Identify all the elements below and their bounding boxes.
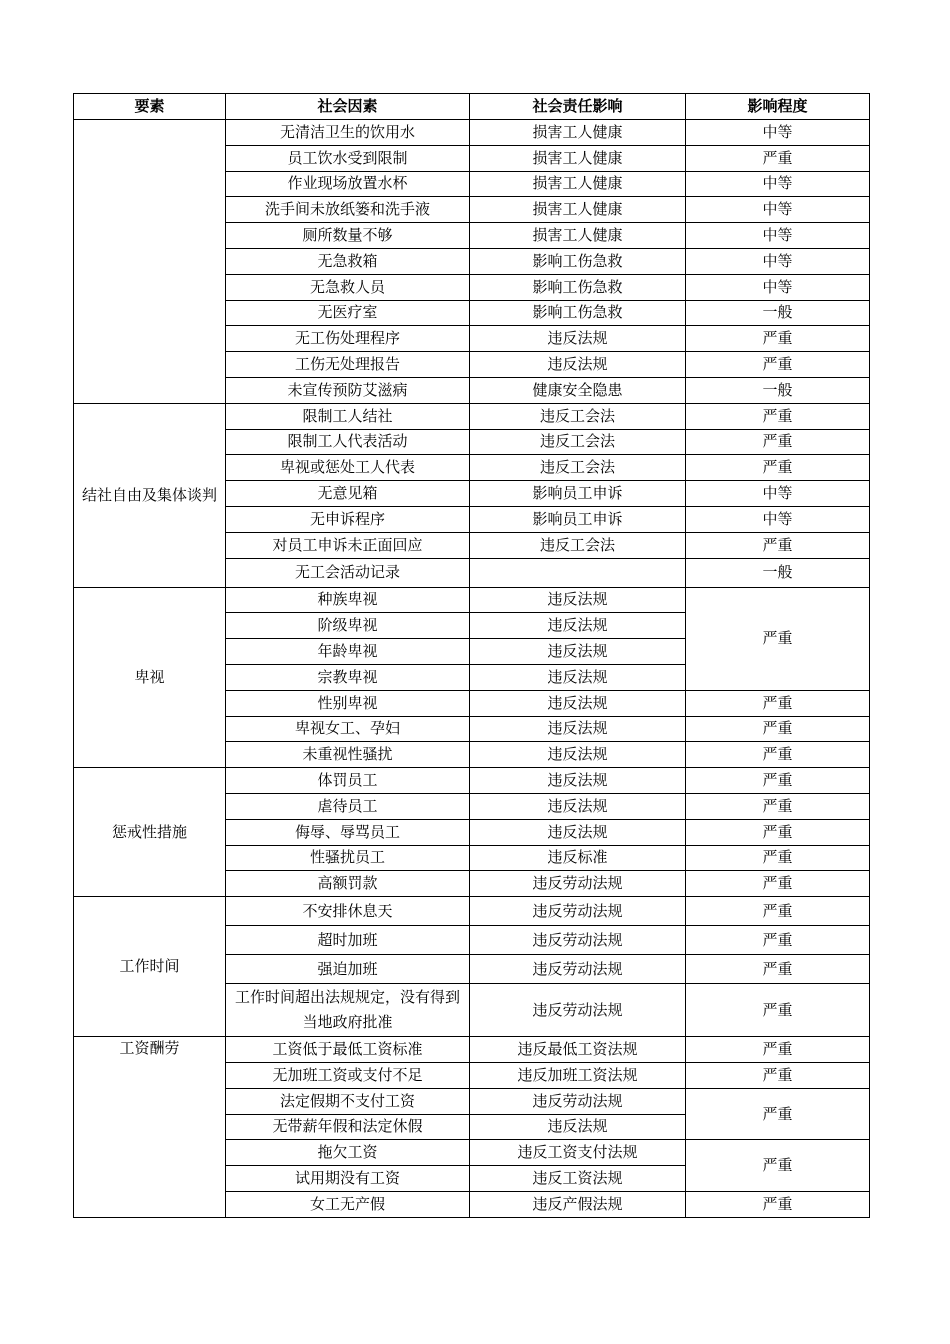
impact-cell: 影响员工申诉: [470, 481, 686, 507]
factor-cell: 性别卑视: [226, 690, 470, 716]
level-cell: 严重: [686, 871, 870, 897]
impact-cell: 违反劳动法规: [470, 926, 686, 955]
social-risk-table: [73, 93, 870, 1218]
level-cell: 一般: [686, 558, 870, 587]
level-cell: 中等: [686, 506, 870, 532]
factor-cell: 体罚员工: [226, 768, 470, 794]
impact-cell: 违反法规: [470, 793, 686, 819]
level-cell: 严重: [686, 984, 870, 1037]
factor-cell: 作业现场放置水杯: [226, 171, 470, 197]
category-cell: 卑视: [74, 587, 226, 768]
level-cell: 严重: [686, 955, 870, 984]
level-cell: 严重: [686, 926, 870, 955]
impact-cell: 违反法规: [470, 352, 686, 378]
factor-cell: 无工伤处理程序: [226, 326, 470, 352]
header-social-impact: 社会责任影响: [470, 94, 686, 120]
category-cell: 工作时间: [74, 897, 226, 1037]
level-cell: 一般: [686, 300, 870, 326]
impact-cell: 违反法规: [470, 768, 686, 794]
header-row: [74, 94, 870, 120]
factor-cell: 宗教卑视: [226, 664, 470, 690]
factor-cell: 无工会活动记录: [226, 558, 470, 587]
factor-cell: 超时加班: [226, 926, 470, 955]
impact-cell: 违反法规: [470, 639, 686, 665]
impact-cell: 影响工伤急救: [470, 300, 686, 326]
table-row: [74, 1037, 870, 1063]
factor-cell: 厕所数量不够: [226, 223, 470, 249]
factor-cell: 洗手间未放纸篓和洗手液: [226, 197, 470, 223]
level-cell: 中等: [686, 171, 870, 197]
level-cell: 中等: [686, 223, 870, 249]
level-cell: 严重: [686, 819, 870, 845]
impact-cell: 违反工会法: [470, 532, 686, 558]
factor-cell: 性骚扰员工: [226, 845, 470, 871]
level-cell: 中等: [686, 197, 870, 223]
impact-cell: 影响工伤急救: [470, 274, 686, 300]
level-cell-merged: 严重: [686, 1088, 870, 1140]
level-cell: 严重: [686, 532, 870, 558]
level-cell-merged: 严重: [686, 587, 870, 690]
impact-cell: 影响员工申诉: [470, 506, 686, 532]
level-cell: 中等: [686, 481, 870, 507]
impact-cell: 健康安全隐患: [470, 377, 686, 403]
header-impact-level: 影响程度: [686, 94, 870, 120]
impact-cell: 违反法规: [470, 742, 686, 768]
impact-cell: 违反法规: [470, 587, 686, 613]
impact-cell: 违反劳动法规: [470, 984, 686, 1037]
level-cell: 严重: [686, 742, 870, 768]
level-cell: 严重: [686, 897, 870, 926]
level-cell: 严重: [686, 768, 870, 794]
impact-cell: 违反工资法规: [470, 1166, 686, 1192]
level-cell: 严重: [686, 793, 870, 819]
factor-cell: 无带薪年假和法定休假: [226, 1114, 470, 1140]
level-cell: 严重: [686, 845, 870, 871]
table-row: [74, 403, 870, 429]
factor-cell: 员工饮水受到限制: [226, 145, 470, 171]
factor-cell: 卑视女工、孕妇: [226, 716, 470, 742]
impact-cell: 损害工人健康: [470, 171, 686, 197]
level-cell: 严重: [686, 716, 870, 742]
factor-cell: 强迫加班: [226, 955, 470, 984]
factor-cell: 无意见箱: [226, 481, 470, 507]
factor-cell: 限制工人结社: [226, 403, 470, 429]
header-social-factor: 社会因素: [226, 94, 470, 120]
category-cell: 惩戒性措施: [74, 768, 226, 897]
level-cell: 一般: [686, 377, 870, 403]
level-cell: 严重: [686, 326, 870, 352]
factor-cell: 不安排休息天: [226, 897, 470, 926]
level-cell: 严重: [686, 690, 870, 716]
impact-cell: 违反劳动法规: [470, 1088, 686, 1114]
factor-cell: 试用期没有工资: [226, 1166, 470, 1192]
header-element: 要素: [74, 94, 226, 120]
impact-cell: 损害工人健康: [470, 120, 686, 146]
factor-cell: 卑视或惩处工人代表: [226, 455, 470, 481]
impact-cell: 违反法规: [470, 1114, 686, 1140]
impact-cell: 违反劳动法规: [470, 955, 686, 984]
factor-cell: 种族卑视: [226, 587, 470, 613]
factor-cell: 未宣传预防艾滋病: [226, 377, 470, 403]
impact-cell: 损害工人健康: [470, 197, 686, 223]
level-cell: 严重: [686, 352, 870, 378]
impact-cell: 违反法规: [470, 613, 686, 639]
level-cell: 严重: [686, 1191, 870, 1217]
impact-cell: 违反法规: [470, 690, 686, 716]
factor-cell: 工作时间超出法规规定，没有得到当地政府批准: [226, 984, 470, 1037]
impact-cell: [470, 558, 686, 587]
factor-cell: 女工无产假: [226, 1191, 470, 1217]
factor-cell: 阶级卑视: [226, 613, 470, 639]
factor-cell: 无医疗室: [226, 300, 470, 326]
impact-cell: 违反法规: [470, 819, 686, 845]
table-row: [74, 587, 870, 613]
impact-cell: 违反最低工资法规: [470, 1037, 686, 1063]
factor-cell: 侮辱、辱骂员工: [226, 819, 470, 845]
impact-cell: 损害工人健康: [470, 145, 686, 171]
impact-cell: 违反法规: [470, 716, 686, 742]
level-cell: 中等: [686, 120, 870, 146]
impact-cell: 影响工伤急救: [470, 248, 686, 274]
impact-cell: 违反工会法: [470, 403, 686, 429]
factor-cell: 未重视性骚扰: [226, 742, 470, 768]
impact-cell: 违反法规: [470, 664, 686, 690]
category-cell: 结社自由及集体谈判: [74, 403, 226, 587]
level-cell: 严重: [686, 1037, 870, 1063]
table-row: [74, 120, 870, 146]
level-cell: 严重: [686, 429, 870, 455]
factor-cell: 无申诉程序: [226, 506, 470, 532]
category-cell: 工资酬劳: [74, 1037, 226, 1218]
level-cell: 严重: [686, 1062, 870, 1088]
factor-cell: 工伤无处理报告: [226, 352, 470, 378]
impact-cell: 违反工资支付法规: [470, 1140, 686, 1166]
table-row: [74, 897, 870, 926]
impact-cell: 违反产假法规: [470, 1191, 686, 1217]
level-cell: 中等: [686, 274, 870, 300]
factor-cell: 拖欠工资: [226, 1140, 470, 1166]
impact-cell: 违反劳动法规: [470, 871, 686, 897]
impact-cell: 违反标准: [470, 845, 686, 871]
factor-cell: 对员工申诉未正面回应: [226, 532, 470, 558]
factor-cell: 无急救箱: [226, 248, 470, 274]
table-row: [74, 768, 870, 794]
factor-cell: 虐待员工: [226, 793, 470, 819]
impact-cell: 违反工会法: [470, 429, 686, 455]
factor-cell: 法定假期不支付工资: [226, 1088, 470, 1114]
level-cell: 严重: [686, 455, 870, 481]
impact-cell: 违反法规: [470, 326, 686, 352]
factor-cell: 高额罚款: [226, 871, 470, 897]
level-cell: 严重: [686, 145, 870, 171]
level-cell: 严重: [686, 403, 870, 429]
factor-cell: 工资低于最低工资标准: [226, 1037, 470, 1063]
category-cell: [74, 120, 226, 404]
factor-cell: 无急救人员: [226, 274, 470, 300]
factor-cell: 限制工人代表活动: [226, 429, 470, 455]
impact-cell: 违反工会法: [470, 455, 686, 481]
level-cell: 中等: [686, 248, 870, 274]
factor-cell: 无清洁卫生的饮用水: [226, 120, 470, 146]
impact-cell: 违反劳动法规: [470, 897, 686, 926]
level-cell-merged: 严重: [686, 1140, 870, 1192]
factor-cell: 无加班工资或支付不足: [226, 1062, 470, 1088]
impact-cell: 违反加班工资法规: [470, 1062, 686, 1088]
impact-cell: 损害工人健康: [470, 223, 686, 249]
factor-cell: 年龄卑视: [226, 639, 470, 665]
